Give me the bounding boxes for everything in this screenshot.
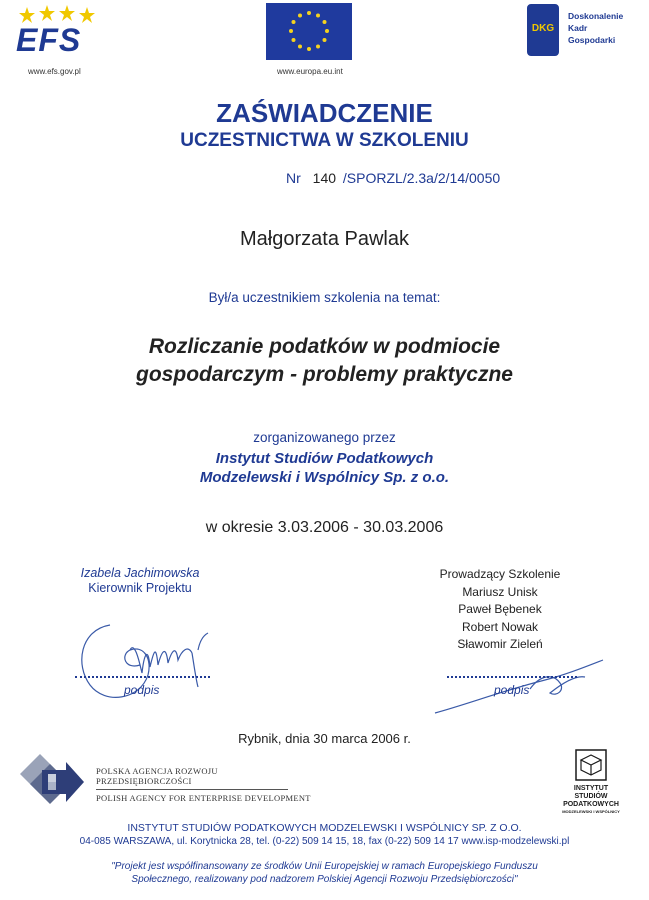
participant-intro: Był/a uczestnikiem szkolenia na temat: — [208, 290, 441, 305]
certificate-title: ZAŚWIADCZENIE — [216, 98, 433, 128]
dkg-logo-text: DKG — [531, 23, 555, 34]
parp-name-en: POLISH AGENCY FOR ENTERPRISE DEVELOPMENT — [96, 793, 311, 803]
organizer-line2: Modzelewski i Wspólnicy Sp. z o.o. — [199, 469, 450, 486]
right-signature-line — [447, 676, 577, 678]
right-signatory-name: Mariusz Unisk — [462, 584, 538, 599]
eu-stars-icon — [266, 3, 352, 60]
right-signatories — [420, 566, 580, 654]
dkg-text-line3: Gospodarki — [568, 35, 616, 45]
nr-value: 140 — [312, 170, 337, 186]
certificate-number — [286, 170, 500, 186]
left-signatory-name: Izabela Jachimowska — [80, 566, 200, 580]
efs-url: www.efs.gov.pl — [28, 67, 81, 76]
isp-logo-line1: INSTYTUT — [573, 785, 609, 792]
left-signature-caption: podpis — [124, 683, 160, 697]
training-topic-line1: Rozliczanie podatków w podmiocie — [148, 335, 501, 358]
funding-note-line1: "Projekt jest współfinansowany ze środków Unii Europejskiej w ramach Europejskiego Funduszu — [111, 861, 538, 872]
parp-logo-icon — [18, 752, 88, 812]
nr-suffix: /SPORZL/2.3a/2/14/0050 — [342, 170, 501, 186]
place-date: Rybnik, dnia 30 marca 2006 r. — [238, 731, 411, 746]
institute-address: 04-085 WARSZAWA, ul. Korytnicka 28, tel. (0-22) 509 14 15, 18, fax (0-22) 509 14 17 www.isp-modzelewski.pl — [79, 836, 570, 847]
organizer-line1: Instytut Studiów Podatkowych — [215, 450, 434, 467]
institute-name: INSTYTUT STUDIÓW PODATKOWYCH MODZELEWSKI I WSPÓLNICY SP. Z O.O. — [127, 822, 522, 834]
participant-name: Małgorzata Pawlak — [240, 228, 409, 250]
dkg-text-line1: Doskonalenie — [568, 11, 624, 21]
dkg-text — [568, 10, 623, 46]
isp-box-icon — [574, 748, 608, 782]
dkg-logo — [527, 4, 559, 56]
right-signatory-name: Robert Nowak — [461, 619, 539, 634]
dkg-text-line2: Kadr — [568, 23, 588, 33]
isp-logo-line2: STUDIÓW — [574, 793, 608, 800]
parp-name — [96, 766, 311, 803]
nr-label: Nr — [286, 170, 301, 186]
funding-note — [0, 860, 649, 886]
isp-logo-line3: PODATKOWYCH — [563, 801, 619, 808]
left-signatory-role: Kierownik Projektu — [88, 581, 192, 595]
eu-url: www.europa.eu.int — [277, 67, 343, 76]
right-signatory-name: Paweł Bębenek — [458, 602, 542, 616]
left-signature-line — [75, 676, 210, 678]
training-period: w okresie 3.03.2006 - 30.03.2006 — [205, 519, 444, 536]
certificate-subtitle: UCZESTNICTWA W SZKOLENIU — [180, 130, 469, 151]
isp-logo — [556, 748, 626, 815]
right-signature-caption: podpis — [494, 683, 530, 697]
parp-name-pl: POLSKA AGENCJA ROZWOJU PRZEDSIĘBIORCZOŚCI — [96, 766, 288, 790]
training-topic — [0, 333, 649, 389]
organized-by-label: zorganizowanego przez — [253, 430, 396, 445]
left-signatory — [60, 566, 220, 596]
funding-note-line2: Społecznego, realizowany pod nadzorem Polskiej Agencji Rozwoju Przedsiębiorczości" — [131, 874, 518, 885]
right-signatories-heading: Prowadzący Szkolenie — [439, 567, 561, 581]
organizer — [0, 449, 649, 487]
left-signature-image — [70, 605, 220, 715]
right-signatory-name: Sławomir Zieleń — [457, 637, 543, 651]
eu-flag — [266, 3, 352, 60]
isp-logo-line4: MODZELEWSKI I WSPÓLNICY — [562, 809, 620, 814]
efs-logo — [14, 4, 104, 66]
efs-logo-text: EFS — [16, 22, 82, 58]
training-topic-line2: gospodarczym - problemy praktyczne — [136, 363, 513, 386]
